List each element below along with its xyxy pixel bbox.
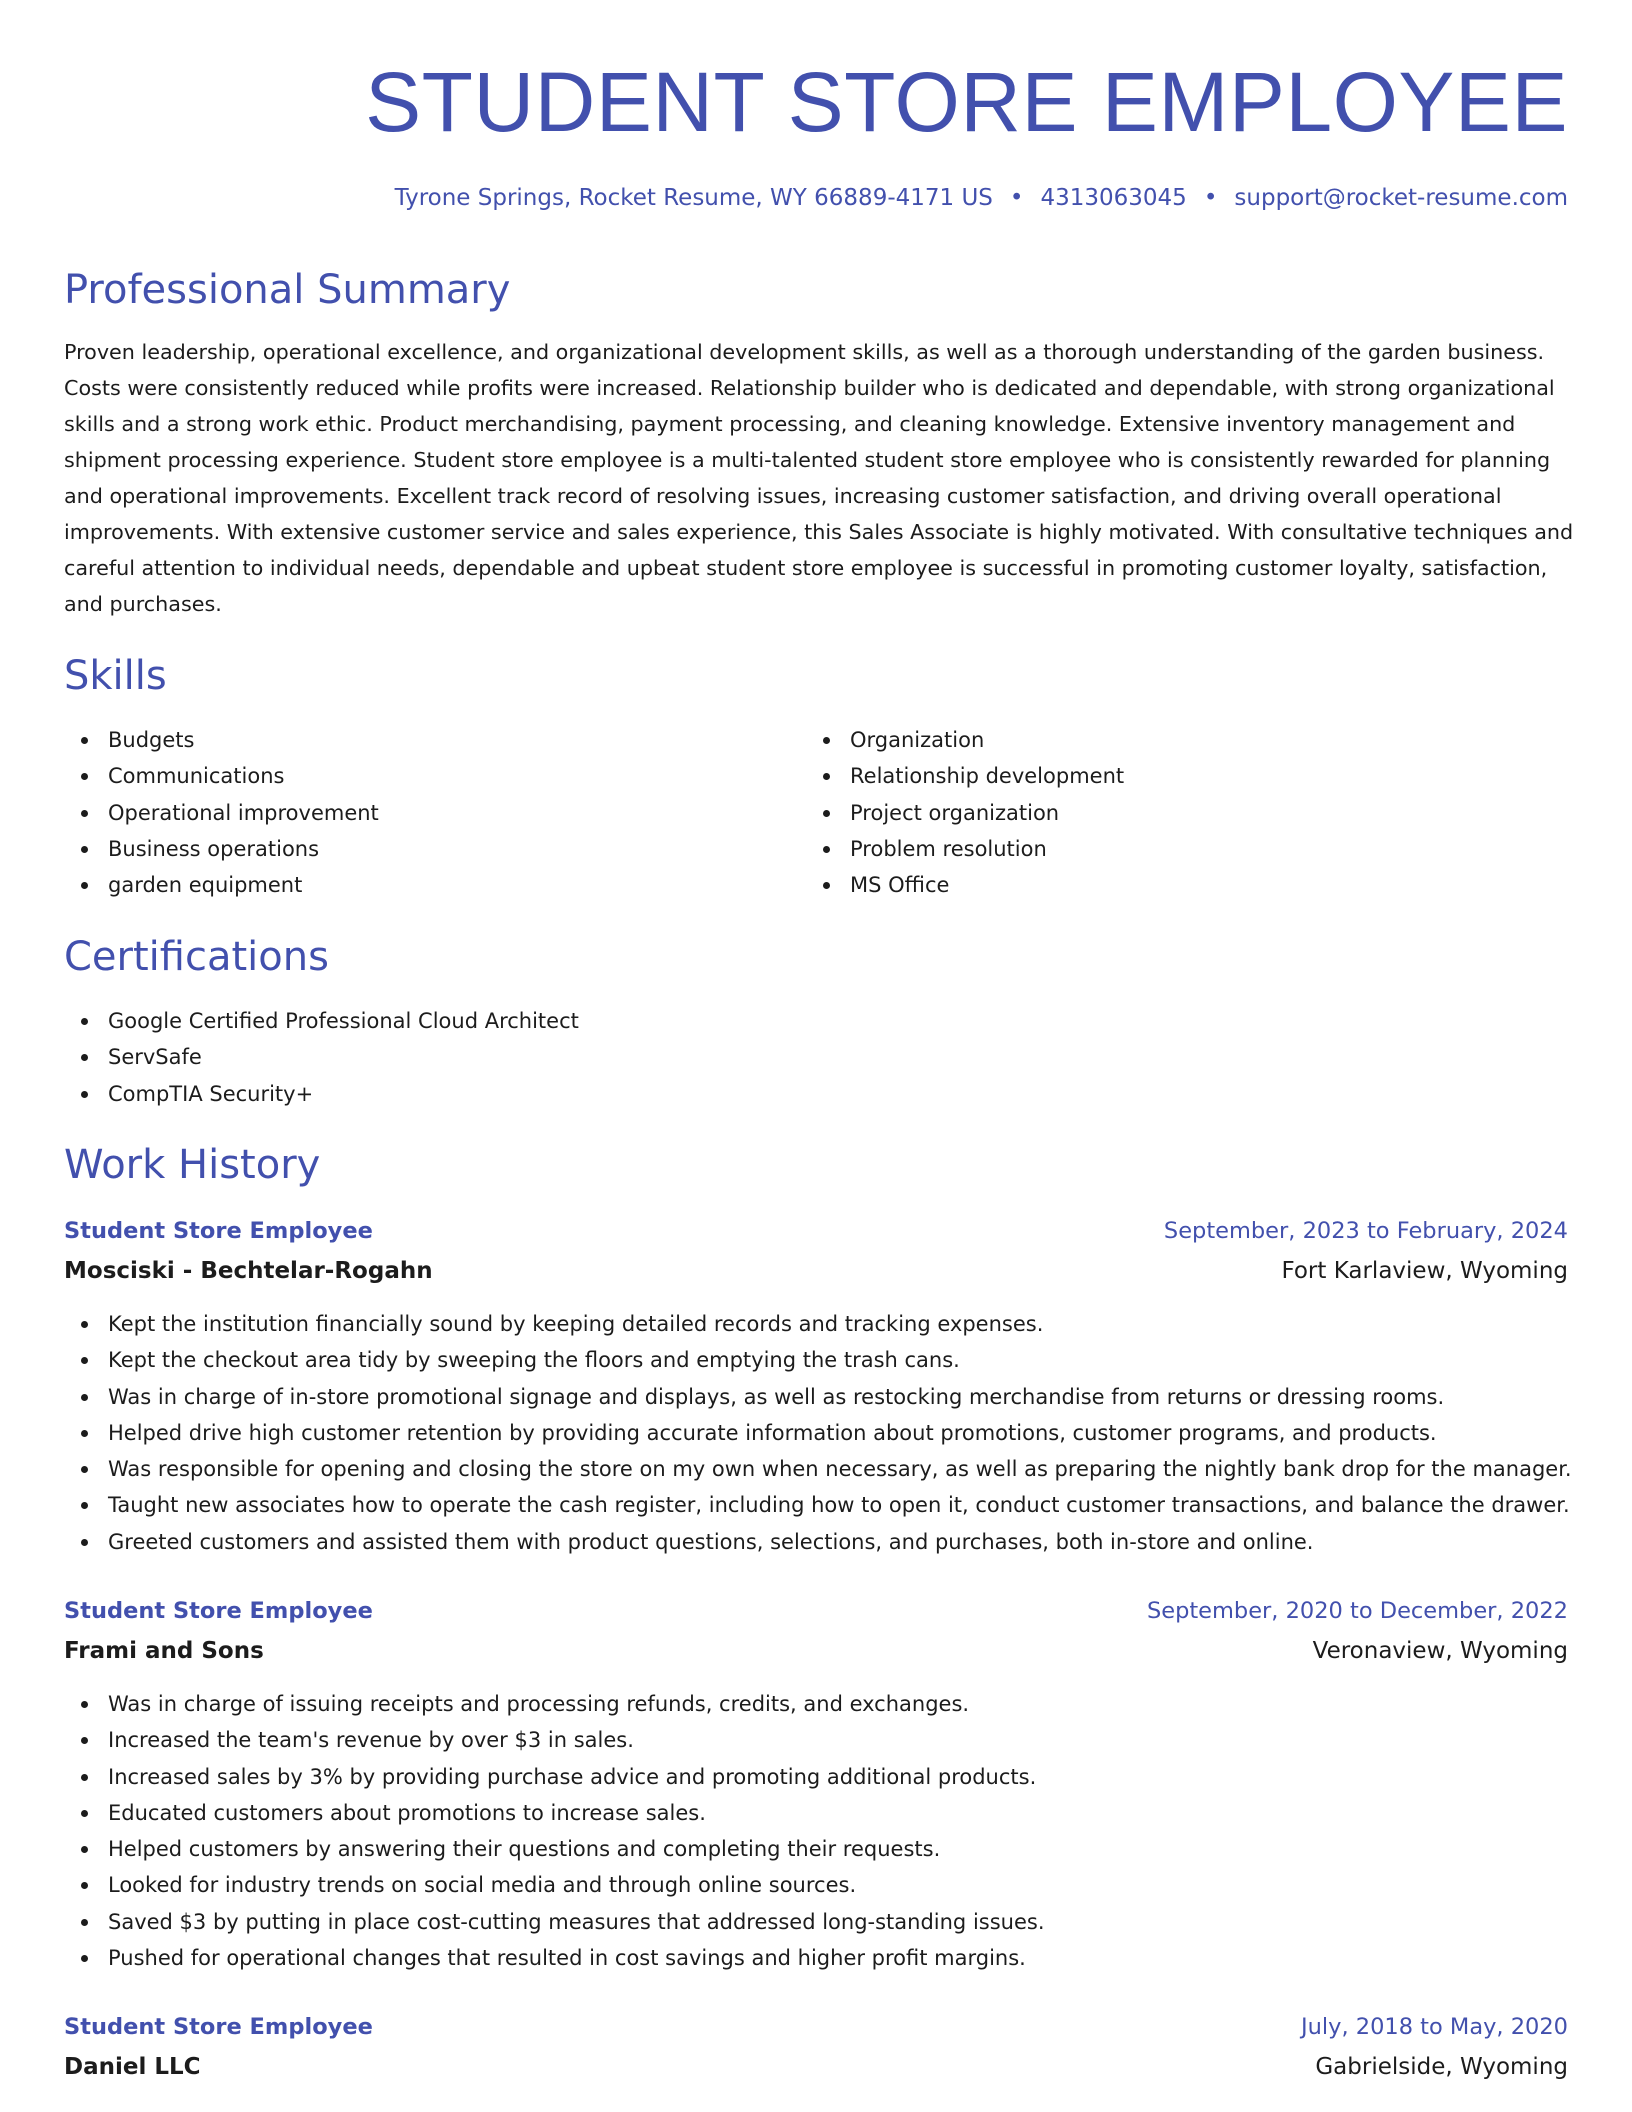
job-bullet: Was in charge of in-store promotional signage and displays, as well as restocking merchandise from returns or dressing rooms.	[64, 1379, 1572, 1415]
job-bullet: Helped drive high customer retention by providing accurate information about promotions, customer programs, and products.	[64, 1415, 1572, 1451]
skill-item: Relationship development	[806, 758, 1124, 794]
skills-list-left	[64, 722, 379, 903]
skill-item: Budgets	[64, 722, 379, 758]
job-bullet: Taught new associates how to operate the cash register, including how to open it, conduct customer transactions, and balance the drawer.	[64, 1487, 1572, 1523]
job-title: Student Store Employee	[64, 1218, 373, 1244]
job-bullet: Greeted customers and assisted them with product questions, selections, and purchases, both in-store and online.	[64, 1524, 1572, 1560]
skill-item: Project organization	[806, 795, 1124, 831]
skill-item: garden equipment	[64, 867, 379, 903]
job-bullet: Looked for industry trends on social media and through online sources.	[64, 1867, 1045, 1903]
contact-address: Tyrone Springs, Rocket Resume, WY 66889-4171 US	[394, 185, 993, 211]
summary-text: Proven leadership, operational excellence, and organizational development skills, as well as a thorough understanding of the garden business. Costs were consistently reduced while profits were increased. Relationship builder who is dedicated and dependable, with strong organizational skills and a strong work ethic. Product merchandising, payment processing, and cleaning knowledge. Extensive inventory management and shipment processing experience. Student store employee is a multi-talented student store employee who is consistently rewarded for planning and operational improvements. Excellent track record of resolving issues, increasing customer satisfaction, and driving overall operational improvements. With extensive customer service and sales experience, this Sales Associate is highly motivated. With consultative techniques and careful attention to individual needs, dependable and upbeat student store employee is successful in promoting customer loyalty, satisfaction, and purchases.	[64, 340, 1574, 616]
job-bullet: Kept the checkout area tidy by sweeping the floors and emptying the trash cans.	[64, 1342, 1572, 1378]
certification-item: ServSafe	[64, 1039, 579, 1075]
certifications-list	[64, 1003, 579, 1112]
work-history-heading: Work History	[64, 1142, 321, 1188]
skill-item: MS Office	[806, 867, 1124, 903]
resume-title: STUDENT STORE EMPLOYEE	[365, 55, 1568, 149]
skills-heading: Skills	[64, 653, 167, 699]
job-location: Gabrielside, Wyoming	[1315, 2054, 1568, 2080]
job-dates: September, 2023 to February, 2024	[1163, 1218, 1568, 1244]
certifications-heading: Certifications	[64, 934, 329, 980]
contact-phone: 4313063045	[1040, 185, 1187, 211]
job-company: Daniel LLC	[64, 2054, 201, 2080]
summary-heading: Professional Summary	[64, 267, 511, 313]
job-company: Frami and Sons	[64, 1638, 264, 1664]
contact-line	[395, 183, 1568, 213]
job-company: Mosciski - Bechtelar-Rogahn	[64, 1258, 433, 1284]
certification-item: Google Certified Professional Cloud Architect	[64, 1003, 579, 1039]
job-bullet: Pushed for operational changes that resulted in cost savings and higher profit margins.	[64, 1940, 1045, 1976]
job-dates: July, 2018 to May, 2020	[1300, 2014, 1568, 2040]
job-bullet: Saved $3 by putting in place cost-cutting measures that addressed long-standing issues.	[64, 1904, 1045, 1940]
skill-item: Organization	[806, 722, 1124, 758]
job-title: Student Store Employee	[64, 1598, 373, 1624]
certification-item: CompTIA Security+	[64, 1076, 579, 1112]
job-location: Veronaview, Wyoming	[1312, 1638, 1568, 1664]
contact-email[interactable]: support@rocket-resume.com	[1234, 185, 1568, 211]
skill-item: Communications	[64, 758, 379, 794]
job-bullet: Increased the team's revenue by over $3 in sales.	[64, 1722, 1045, 1758]
job-bullet: Was responsible for opening and closing the store on my own when necessary, as well as preparing the nightly bank drop for the manager.	[64, 1451, 1572, 1487]
job-bullet: Educated customers about promotions to increase sales.	[64, 1795, 1045, 1831]
job-title: Student Store Employee	[64, 2014, 373, 2040]
job-location: Fort Karlaview, Wyoming	[1281, 1258, 1568, 1284]
skill-item: Operational improvement	[64, 795, 379, 831]
job-bullet: Kept the institution financially sound by keeping detailed records and tracking expenses.	[64, 1306, 1572, 1342]
skill-item: Problem resolution	[806, 831, 1124, 867]
job-bullet: Helped customers by answering their questions and completing their requests.	[64, 1831, 1045, 1867]
job-bullets	[64, 1306, 1572, 1560]
skills-list-right	[806, 722, 1124, 903]
job-dates: September, 2020 to December, 2022	[1146, 1598, 1568, 1624]
job-bullet: Was in charge of issuing receipts and processing refunds, credits, and exchanges.	[64, 1686, 1045, 1722]
job-bullet: Increased sales by 3% by providing purchase advice and promoting additional products.	[64, 1759, 1045, 1795]
job-bullets	[64, 1686, 1045, 1976]
contact-separator: •	[1009, 185, 1024, 211]
contact-separator: •	[1203, 185, 1218, 211]
skill-item: Business operations	[64, 831, 379, 867]
